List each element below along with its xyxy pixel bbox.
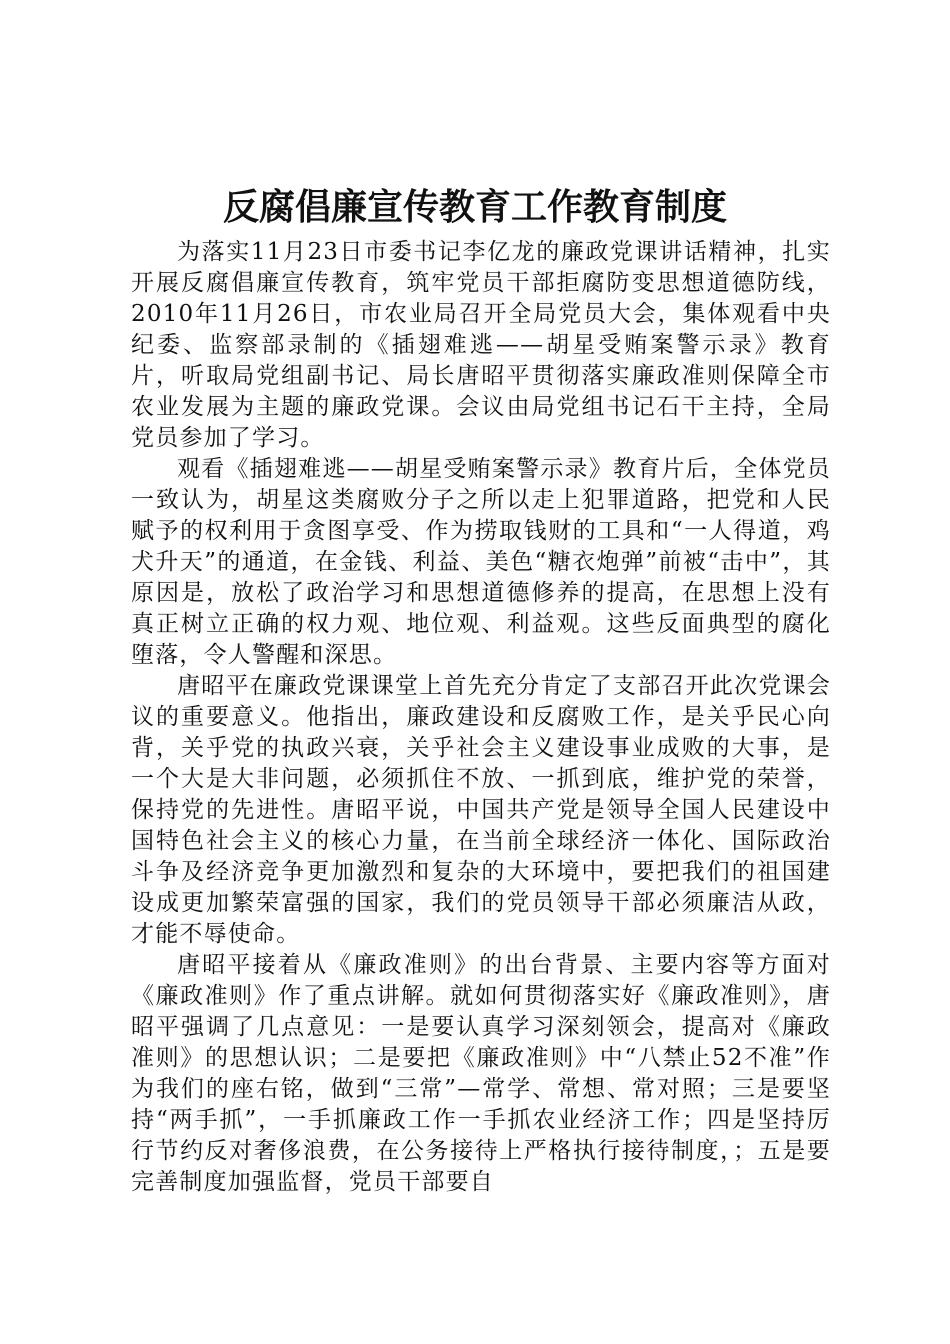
document-body bbox=[131, 237, 831, 1198]
paragraph: 观看《插翅难逃——胡星受贿案警示录》教育片后，全体党员一致认为，胡星这类腐败分子之所以走上犯罪道路，把党和人民赋予的权利用于贪图享受、作为捞取钱财的工具和“一人得道，鸡犬升天”的通道，在金钱、利益、美色“糖衣炮弹”前被“击中”，其原因是，放松了政治学习和思想道德修养的提高，在思想上没有真正树立正确的权力观、地位观、利益观。这些反面典型的腐化堕落，令人警醒和深思。 bbox=[131, 456, 831, 668]
paragraph: 为落实11月23日市委书记李亿龙的廉政党课讲话精神，扎实开展反腐倡廉宣传教育，筑牢党员干部拒腐防变思想道德防线，2010年11月26日，市农业局召开全局党员大会，集体观看中央纪委、监察部录制的《插翅难逃——胡星受贿案警示录》教育片，听取局党组副书记、局长唐昭平贯彻落实廉政准则保障全市农业发展为主题的廉政党课。会议由局党组书记石干主持，全局党员参加了学习。 bbox=[131, 239, 831, 451]
paragraph: 唐昭平在廉政党课课堂上首先充分肯定了支部召开此次党课会议的重要意义。他指出，廉政建设和反腐败工作，是关乎民心向背，关乎党的执政兴衰，关乎社会主义建设事业成败的大事，是一个大是大非问题，必须抓住不放、一抓到底，维护党的荣誉，保持党的先进性。唐昭平说，中国共产党是领导全国人民建设中国特色社会主义的核心力量，在当前全球经济一体化、国际政治斗争及经济竞争更加激烈和复杂的大环境中，要把我们的祖国建设成更加繁荣富强的国家，我们的党员领导干部必须廉洁从政，才能不辱使命。 bbox=[131, 673, 831, 947]
document-title: 反腐倡廉宣传教育工作教育制度 bbox=[222, 187, 727, 228]
paragraph: 唐昭平接着从《廉政准则》的出台背景、主要内容等方面对《廉政准则》作了重点讲解。就如何贯彻落实好《廉政准则》，唐昭平强调了几点意见：一是要认真学习深刻领会，提高对《廉政准则》的思想认识；二是要把《廉政准则》中“八禁止52不准”作为我们的座右铭，做到“三常”—常学、常想、常对照；三是要坚持“两手抓”，一手抓廉政工作一手抓农业经济工作；四是坚持厉行节约反对奢侈浪费，在公务接待上严格执行接待制度，；五是要完善制度加强监督，党员干部要自 bbox=[131, 952, 831, 1195]
